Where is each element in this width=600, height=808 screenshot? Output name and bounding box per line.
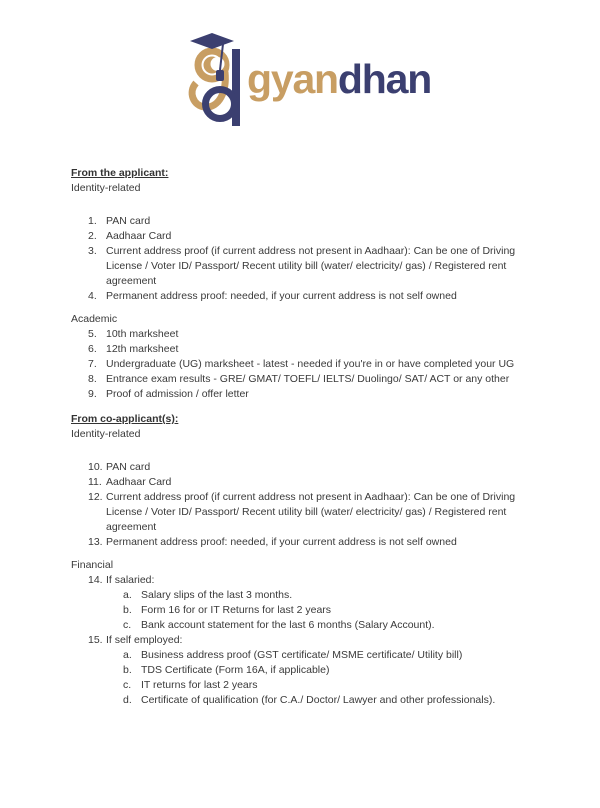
sub-list-item-text: Form 16 for or IT Returns for last 2 years — [141, 604, 332, 616]
document-body — [0, 132, 600, 708]
list-item — [71, 573, 531, 588]
list-item-number: 15. — [88, 634, 103, 646]
list-item-text: 10th marksheet — [106, 328, 179, 340]
list-item-text: Permanent address proof: needed, if your current address is not self owned — [106, 536, 457, 548]
list-item-number: 3. — [88, 245, 97, 257]
list-item-text: Proof of admission / offer letter — [106, 388, 249, 400]
list-item-text: If self employed: — [106, 634, 183, 646]
section-label: Academic — [71, 313, 118, 325]
sub-list-item-text: Business address proof (GST certificate/ MSME certificate/ Utility bill) — [141, 649, 463, 661]
sub-list-item-letter: a. — [123, 649, 132, 661]
list-item-text: If salaried: — [106, 574, 155, 586]
list-item-number: 14. — [88, 574, 103, 586]
sub-list-item — [71, 663, 531, 678]
list-item-text: 12th marksheet — [106, 343, 179, 355]
list-item — [71, 229, 531, 244]
sub-list-item-letter: b. — [123, 604, 132, 616]
list-item-text: Undergraduate (UG) marksheet - latest - needed if you're in or have completed your UG — [106, 358, 515, 370]
list-item-number: 9. — [88, 388, 97, 400]
list-item-number: 4. — [88, 290, 97, 302]
list-item-text: Aadhaar Card — [106, 476, 172, 488]
sub-list-item-letter: c. — [123, 619, 132, 631]
list-item-number: 6. — [88, 343, 97, 355]
document-section — [71, 166, 531, 304]
sub-list-item — [71, 603, 531, 618]
list-item-text: Permanent address proof: needed, if your current address is not self owned — [106, 290, 457, 302]
list-item-number: 8. — [88, 373, 97, 385]
list-item — [71, 490, 531, 535]
sub-list-item — [71, 678, 531, 693]
section-label: Identity-related — [71, 182, 141, 194]
section-label: Financial — [71, 559, 114, 571]
document-list — [71, 573, 531, 708]
list-item — [71, 327, 531, 342]
list-item-text: PAN card — [106, 215, 151, 227]
brand-wordmark — [247, 56, 432, 102]
list-item — [71, 475, 531, 490]
list-item — [71, 244, 531, 289]
list-item-number: 13. — [88, 536, 103, 548]
brand-wordmark-gyan: gyan — [247, 56, 338, 102]
list-item — [71, 535, 531, 550]
sub-list-item — [71, 588, 531, 603]
sub-list-item-text: Certificate of qualification (for C.A./ Doctor/ Lawyer and other professionals). — [141, 694, 496, 706]
list-item — [71, 372, 531, 387]
sub-list-item-text: TDS Certificate (Form 16A, if applicable) — [141, 664, 330, 676]
document-list — [71, 327, 531, 402]
list-item-number: 1. — [88, 215, 97, 227]
gyandhan-logo-mark-icon — [187, 32, 243, 132]
list-item — [71, 633, 531, 648]
sub-list-item-letter: a. — [123, 589, 132, 601]
document-list — [71, 460, 531, 550]
section-heading: From co-applicant(s): — [71, 413, 179, 425]
list-item-text: Current address proof (if current address not present in Aadhaar): Can be one of Driving License / Voter ID/ Passport/ Recent utility bill (water/ electricity/ gas) / Registered rent agreement — [106, 245, 516, 287]
sub-list-item — [71, 618, 531, 633]
list-item-number: 2. — [88, 230, 97, 242]
section-heading: From the applicant: — [71, 167, 169, 179]
list-item-number: 7. — [88, 358, 97, 370]
sub-list-item-letter: d. — [123, 694, 132, 706]
sub-list-item-letter: b. — [123, 664, 132, 676]
sub-list-item-text: Bank account statement for the last 6 months (Salary Account). — [141, 619, 435, 631]
document-section — [71, 312, 531, 402]
list-item — [71, 460, 531, 475]
list-item-text: Aadhaar Card — [106, 230, 172, 242]
sub-list-item-letter: c. — [123, 679, 132, 691]
list-item-text: PAN card — [106, 461, 151, 473]
document-list — [71, 214, 531, 304]
section-label: Identity-related — [71, 428, 141, 440]
list-item-number: 10. — [88, 461, 103, 473]
list-item — [71, 357, 531, 372]
brand-wordmark-dhan: dhan — [337, 56, 432, 102]
sub-list-item — [71, 648, 531, 663]
graduation-cap-icon — [190, 33, 234, 49]
list-item-text: Entrance exam results - GRE/ GMAT/ TOEFL/ IELTS/ Duolingo/ SAT/ ACT or any other — [106, 373, 510, 385]
list-item-number: 5. — [88, 328, 97, 340]
list-item — [71, 214, 531, 229]
gyandhan-logo — [187, 32, 432, 132]
list-item — [71, 342, 531, 357]
sub-list-item-text: Salary slips of the last 3 months. — [141, 589, 293, 601]
sub-list-item — [71, 693, 531, 708]
list-item-number: 12. — [88, 491, 103, 503]
list-item — [71, 387, 531, 402]
sub-list-item-text: IT returns for last 2 years — [141, 679, 258, 691]
list-item-number: 11. — [88, 476, 102, 488]
list-item — [71, 289, 531, 304]
document-section — [71, 412, 531, 550]
list-item-text: Current address proof (if current address not present in Aadhaar): Can be one of Driving License / Voter ID/ Passport/ Recent utility bill (water/ electricity/ gas) / Registered rent agreement — [106, 491, 516, 533]
document-section — [71, 558, 531, 708]
